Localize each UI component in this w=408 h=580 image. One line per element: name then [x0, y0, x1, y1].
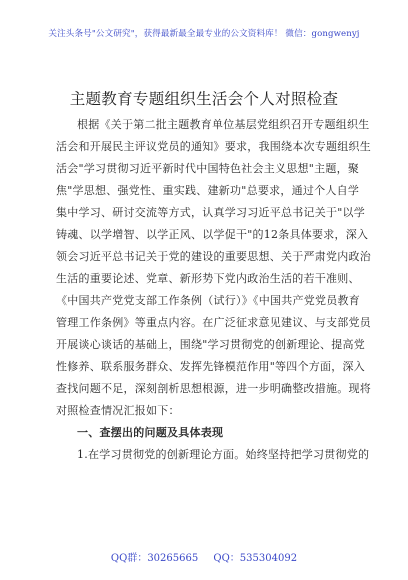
paragraph-line: 开展谈心谈话的基础上，围绕"学习贯彻党的创新理论、提高党	[56, 338, 366, 351]
paragraph-line: 集中学习、研讨交流等方式，认真学习习近平总书记关于"以学	[56, 206, 366, 219]
paragraph-line: 性修养、联系服务群众、发挥先锋模范作用"等四个方面，深入	[56, 360, 366, 373]
paragraph-line: 《中国共产党党支部工作条例（试行）》《中国共产党党员教育	[56, 294, 360, 307]
item-line: 1.在学习贯彻党的创新理论方面。始终坚持把学习贯彻党的	[77, 448, 370, 461]
paragraph-line: 管理工作条例》等重点内容。在广泛征求意见建议、与支部党员	[56, 316, 371, 329]
qq-text: QQ：535304092	[213, 553, 298, 564]
qq-group-text: QQ群：30265665	[110, 553, 199, 564]
paragraph-line: 生活的重要论述、党章、新形势下党内政治生活的若干准则、	[56, 272, 360, 285]
paragraph-line: 根据《关于第二批主题教育单位基层党组织召开专题组织生	[77, 118, 370, 131]
paragraph-line: 活会"学习贯彻习近平新时代中国特色社会主义思想"主题，聚	[56, 162, 360, 175]
paragraph-line: 对照检查情况汇报如下：	[56, 404, 180, 417]
contact-footer	[0, 549, 408, 564]
paragraph-line: 领会习近平总书记关于党的建设的重要思想、关于严肃党内政治	[56, 250, 371, 263]
paragraph-line: 活会和开展民主评议党员的通知》要求，我围绕本次专题组织生	[56, 140, 371, 153]
paragraph-line: 铸魂、以学增智、以学正风、以学促干"的12条具体要求，深入	[56, 228, 369, 241]
document-title: 主题教育专题组织生活会个人对照检查	[69, 90, 339, 108]
promo-banner: 关注头条号"公文研究"，获得最新最全最专业的公文资料库！ 微信：gongwenyj	[48, 29, 360, 39]
section-heading: 一、查摆出的问题及具体表现	[77, 426, 224, 439]
paragraph-line: 查找问题不足，深刻剖析思想根源，进一步明确整改措施。现将	[56, 382, 371, 395]
paragraph-line: 焦"学思想、强党性、重实践、建新功"总要求，通过个人自学	[56, 184, 360, 197]
